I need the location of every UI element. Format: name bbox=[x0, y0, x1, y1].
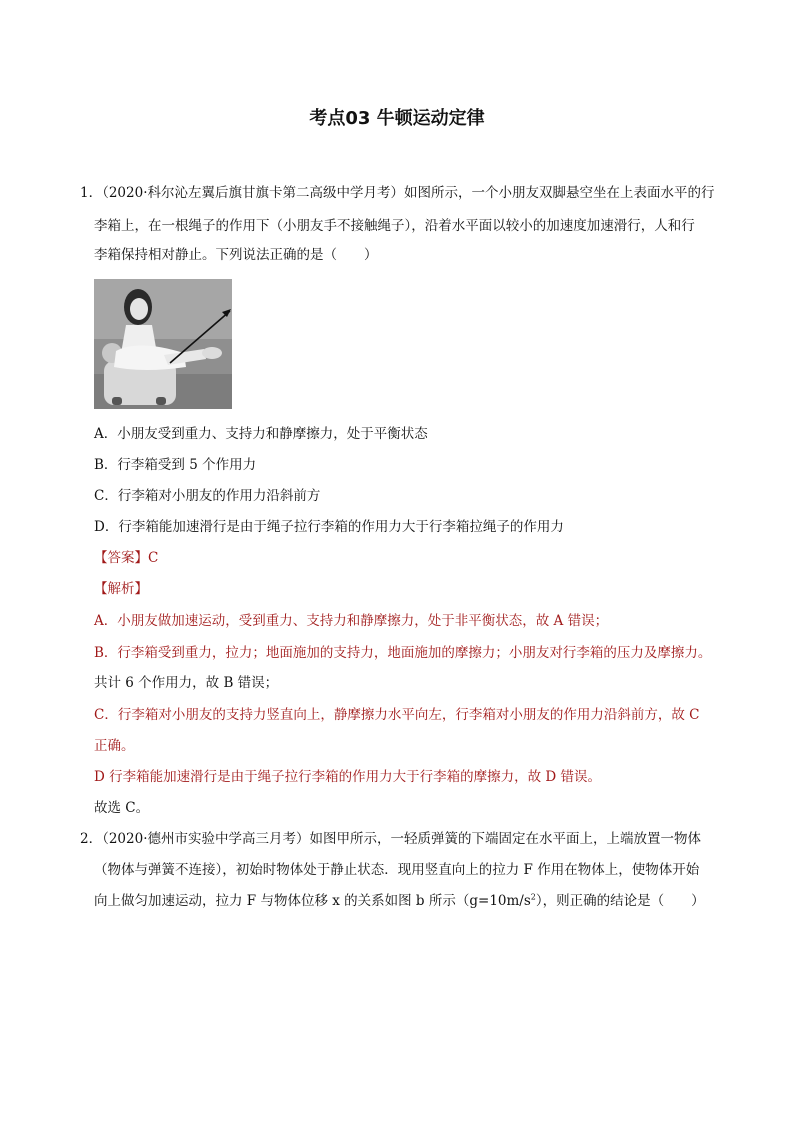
girl-on-suitcase-illustration bbox=[94, 279, 232, 409]
q1-option-b: B．行李箱受到 5 个作用力 bbox=[94, 457, 257, 473]
q2-stem-line-3-superscript: 2 bbox=[530, 892, 536, 902]
q1-option-a: A．小朋友受到重力、支持力和静摩擦力，处于平衡状态 bbox=[94, 426, 428, 442]
q2-stem-line-2: （物体与弹簧不连接），初始时物体处于静止状态．现用竖直向上的拉力 F 作用在物体上，使物体开始 bbox=[94, 862, 700, 878]
q1-answer-label: 【答案】C bbox=[94, 550, 159, 566]
page-title: 考点03 牛顿运动定律 bbox=[309, 108, 485, 129]
q1-stem-line-3: 李箱保持相对静止。下列说法正确的是（ ） bbox=[94, 247, 378, 263]
q1-option-d: D．行李箱能加速滑行是由于绳子拉行李箱的作用力大于行李箱拉绳子的作用力 bbox=[94, 519, 564, 535]
q1-stem-line-2: 李箱上，在一根绳子的作用下（小朋友手不接触绳子），沿着水平面以较小的加速度加速滑行，人和行 bbox=[94, 218, 695, 234]
q1-analysis-line-5: 正确。 bbox=[94, 738, 135, 754]
q1-analysis-label: 【解析】 bbox=[94, 581, 148, 597]
q1-stem-line-1: 1．（2020·科尔沁左翼后旗甘旗卡第二高级中学月考）如图所示，一个小朋友双脚悬空坐在上表面水平的行 bbox=[80, 185, 715, 201]
q1-analysis-line-3: 共计 6 个作用力，故 B 错误； bbox=[94, 675, 279, 691]
q1-conclusion: 故选 C。 bbox=[94, 800, 150, 816]
q1-analysis-line-2: B．行李箱受到重力，拉力；地面施加的支持力，地面施加的摩擦力；小朋友对行李箱的压力及摩擦力。 bbox=[94, 645, 712, 661]
q1-option-c: C．行李箱对小朋友的作用力沿斜前方 bbox=[94, 488, 321, 504]
q1-analysis-line-6: D 行李箱能加速滑行是由于绳子拉行李箱的作用力大于行李箱的摩擦力，故 D 错误。 bbox=[94, 769, 602, 785]
q2-stem-line-3-part-b: ），则正确的结论是（ ） bbox=[535, 893, 705, 909]
q1-analysis-line-4: C．行李箱对小朋友的支持力竖直向上，静摩擦力水平向左，行李箱对小朋友的作用力沿斜前方，故 C bbox=[94, 707, 700, 723]
q2-stem-line-1: 2．（2020·德州市实验中学高三月考）如图甲所示，一轻质弹簧的下端固定在水平面上，上端放置一物体 bbox=[80, 831, 701, 847]
q1-analysis-line-1: A．小朋友做加速运动，受到重力、支持力和静摩擦力，处于非平衡状态，故 A 错误； bbox=[94, 613, 609, 629]
q2-stem-line-3 bbox=[94, 891, 705, 911]
q2-stem-line-3-part-a: 向上做匀加速运动，拉力 F 与物体位移 x 的关系如图 b 所示（g=10m/s bbox=[94, 893, 531, 909]
question-photo bbox=[94, 279, 232, 409]
